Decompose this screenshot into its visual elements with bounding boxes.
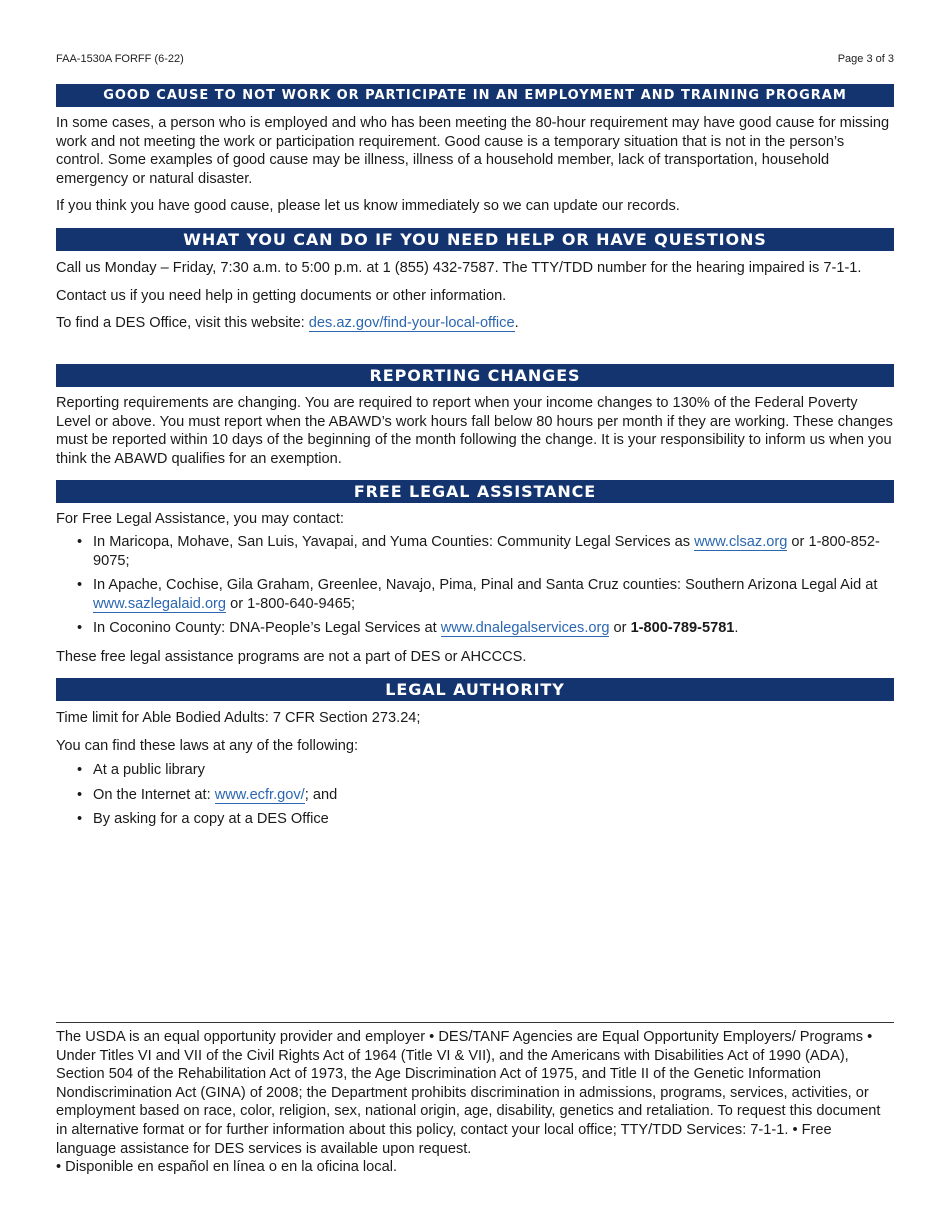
text: or 1-800-852-9075;	[93, 534, 880, 569]
list-item	[56, 576, 894, 613]
good-cause-text	[56, 114, 894, 216]
paragraph	[56, 314, 894, 333]
dnalegalservices-link[interactable]: www.dnalegalservices.org	[440, 620, 610, 637]
section-heading-legal-authority: LEGAL AUTHORITY	[56, 678, 894, 701]
page-header	[56, 53, 894, 67]
text: On the Internet at:	[93, 786, 215, 803]
bullet: •	[77, 577, 83, 594]
legal-assistance-intro: For Free Legal Assistance, you may contact:	[56, 511, 344, 527]
text: .	[734, 620, 739, 637]
legal-assistance-list	[56, 533, 894, 638]
help-text	[56, 259, 894, 333]
form-id: FAA-1530A FORFF (6-22)	[56, 53, 184, 65]
list-item	[56, 533, 894, 570]
footer-text: The USDA is an equal opportunity provider and employer • DES/TANF Agencies are Equal Opportunity Employers/ Programs • Under Titles VI and VII of the Civil Rights Act of 1964 (Title VI & VII), and the Americans with Disabilities Act of 1990 (ADA), Section 504 of the Rehabilitation Act of 1973, the Age Discrimination Act of 1975, and Title II of the Genetic Information Nondiscrimination Act (GINA) of 2008; the Department prohibits discrimination in admissions, programs, services, activities, or employment based on race, color, religion, sex, national origin, age, disability, genetics and retaliation. To request this document in alternative format or for further information about this policy, contact your local office; TTY/TDD Services: 7-1-1. • Free language assistance for DES services is available upon request.	[56, 1029, 881, 1157]
phone-number: 1-800-789-5781	[630, 620, 735, 637]
legal-authority-text	[56, 709, 894, 755]
list-item	[56, 810, 894, 829]
clsaz-link[interactable]: www.clsaz.org	[694, 534, 788, 550]
text: At a public library	[93, 762, 205, 778]
text: To find a DES Office, visit this website:	[56, 315, 309, 332]
bullet: •	[77, 762, 83, 778]
paragraph: Time limit for Able Bodied Adults: 7 CFR Section 273.24;	[56, 710, 421, 726]
section-heading-help: WHAT YOU CAN DO IF YOU NEED HELP OR HAVE QUESTIONS	[56, 228, 894, 251]
section-heading-reporting: REPORTING CHANGES	[56, 364, 894, 387]
text: .	[514, 315, 519, 332]
paragraph: Call us Monday – Friday, 7:30 a.m. to 5:00 p.m. at 1 (855) 432-7587. The TTY/TDD number for the hearing impaired is 7-1-1.	[56, 260, 862, 276]
paragraph: You can find these laws at any of the following:	[56, 737, 359, 754]
list-item	[56, 786, 894, 805]
office-locator-link[interactable]: des.az.gov/find-your-local-office	[308, 315, 515, 332]
footer-spanish-note: • Disponible en español en línea o en la oficina local.	[56, 1159, 397, 1176]
paragraph: If you think you have good cause, please let us know immediately so we can update our records.	[56, 198, 680, 215]
bullet: •	[77, 786, 83, 803]
ecfr-link[interactable]: www.ecfr.gov/	[214, 786, 305, 803]
paragraph: Reporting requirements are changing. You are required to report when your income changes to 130% of the Federal Poverty Level or above. You must report when the ABAWD’s work hours fall below 80 hours per month if they are working. These changes must be reported within 10 days of the beginning of the month following the change. It is your responsibility to inform us when you think the ABAWD qualifies for an exemption.	[56, 395, 893, 467]
nondiscrimination-footer	[56, 1028, 894, 1177]
reporting-text	[56, 394, 894, 468]
text: In Apache, Cochise, Gila Graham, Greenlee, Navajo, Pima, Pinal and Santa Cruz counties: Southern Arizona Legal Aid at	[93, 577, 878, 594]
list-item	[56, 761, 894, 780]
list-item	[56, 619, 894, 638]
section-heading-good-cause: GOOD CAUSE TO NOT WORK OR PARTICIPATE IN AN EMPLOYMENT AND TRAINING PROGRAM	[56, 84, 894, 107]
page-number: Page 3 of 3	[837, 53, 894, 65]
text: or	[609, 620, 631, 637]
text: In Maricopa, Mohave, San Luis, Yavapai, and Yuma Counties: Community Legal Services as	[93, 534, 695, 550]
section-heading-legal-assistance: FREE LEGAL ASSISTANCE	[56, 480, 894, 503]
paragraph: In some cases, a person who is employed and who has been meeting the 80-hour requirement may have good cause for missing work and not meeting the work or participation requirement. Good cause is a temporary situation that is not in the person’s control. Some examples of good cause may be illness, illness of a household member, lack of transportation, household emergency or natural disaster.	[56, 115, 890, 187]
bullet: •	[77, 620, 83, 637]
legal-assistance-closing: These free legal assistance programs are not a part of DES or AHCCCS.	[56, 649, 527, 665]
legal-authority-list	[56, 761, 894, 829]
text: or 1-800-640-9465;	[226, 595, 356, 612]
paragraph: Contact us if you need help in getting documents or other information.	[56, 287, 507, 304]
text: ; and	[304, 786, 338, 803]
sazlegalaid-link[interactable]: www.sazlegalaid.org	[93, 595, 227, 612]
bullet: •	[77, 811, 83, 828]
bullet: •	[77, 534, 83, 550]
footer-divider	[56, 1022, 894, 1023]
text: By asking for a copy at a DES Office	[93, 811, 329, 828]
text: In Coconino County: DNA-People’s Legal Services at	[93, 620, 441, 637]
